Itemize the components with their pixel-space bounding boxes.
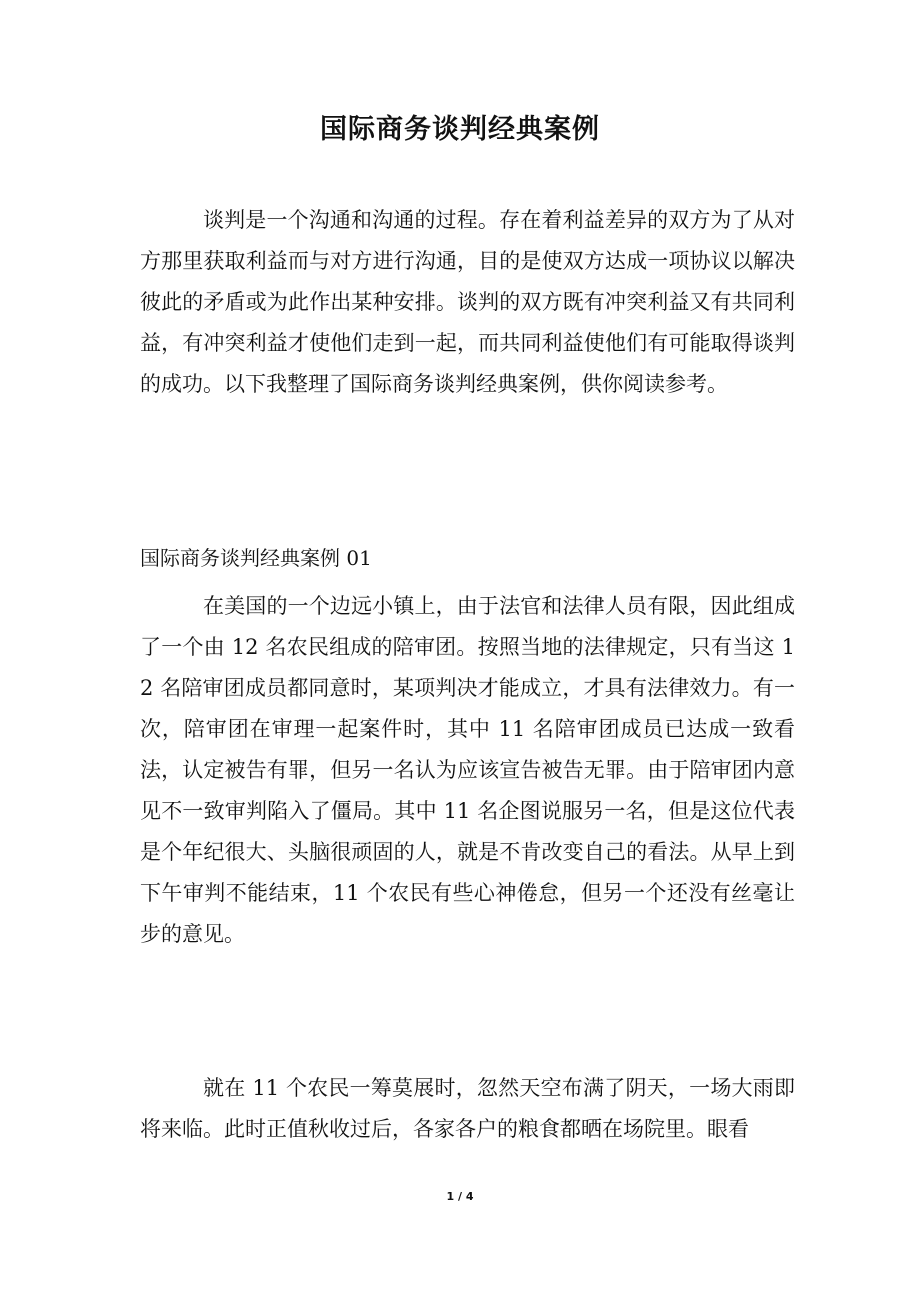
case-paragraph: 就在 11 个农民一筹莫展时，忽然天空布满了阴天，一场大雨即将来临。此时正值秋收过后，各家各户的粮食都晒在场院里。眼看 xyxy=(140,1076,795,1141)
intro-paragraph: 谈判是一个沟通和沟通的过程。存在着利益差异的双方为了从对方那里获取利益而与对方进行沟通，目的是使双方达成一项协议以解决彼此的矛盾或为此作出某种安排。谈判的双方既有冲突利益又有共同利益，有冲突利益才使他们走到一起，而共同利益使他们有可能取得谈判的成功。以下我整理了国际商务谈判经典案例，供你阅读参考。 xyxy=(140,208,795,396)
case-paragraph: 在美国的一个边远小镇上，由于法官和法律人员有限，因此组成了一个由 12 名农民组成的陪审团。按照当地的法律规定，只有当这 12 名陪审团成员都同意时，某项判决才能成立，才具有法律效力。有一次，陪审团在审理一起案件时，其中 11 名陪审团成员已达成一致看法，认定被告有罪，但另一名认为应该宣告被告无罪。由于陪审团内意见不一致审判陷入了僵局。其中 11 名企图说服另一名，但是这位代表是个年纪很大、头脑很顽固的人，就是不肯改变自己的看法。从早上到下午审判不能结束，11 个农民有些心神倦怠，但另一个还没有丝毫让步的意见。 xyxy=(140,594,795,946)
section-heading: 国际商务谈判经典案例 01 xyxy=(140,546,372,570)
page-title: 国际商务谈判经典案例 xyxy=(320,114,600,145)
page-number: 1 / 4 xyxy=(446,1190,474,1203)
